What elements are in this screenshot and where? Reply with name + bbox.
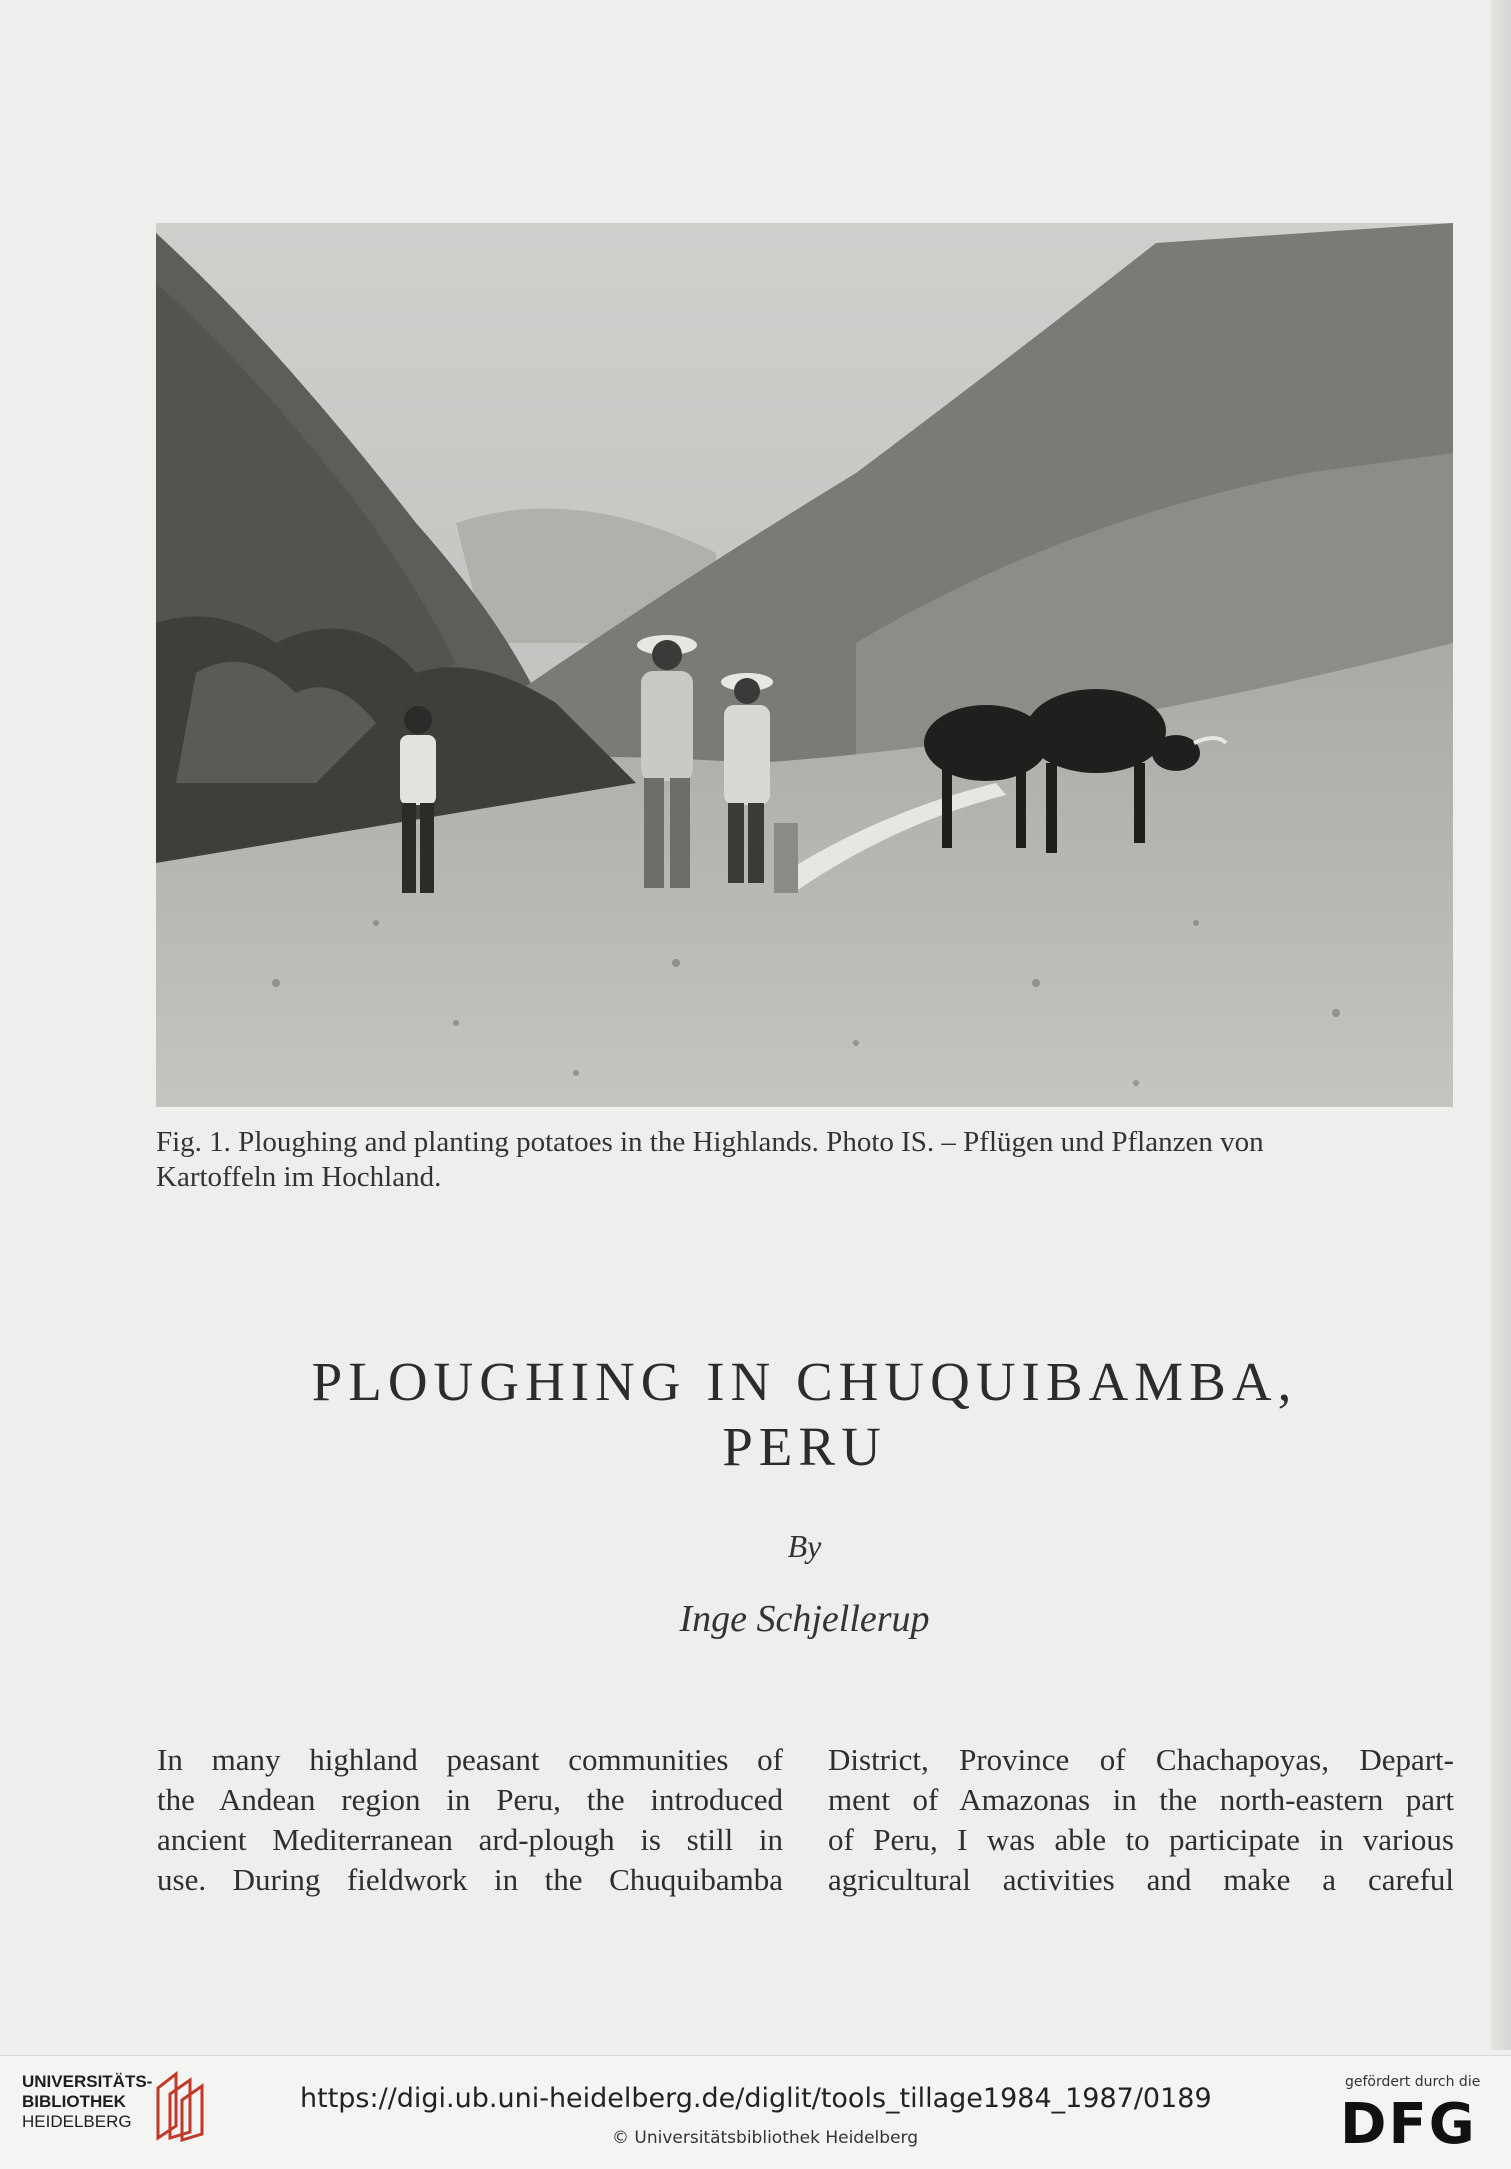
page-edge — [1491, 0, 1511, 2050]
byline-by: By — [787, 1528, 822, 1564]
body-line: use. During fieldwork in the Chuquibamba — [157, 1862, 783, 1897]
body-line: the Andean region in Peru, the introduced — [157, 1782, 783, 1817]
library-logo-line-1: UNIVERSITÄTS- — [22, 2072, 153, 2091]
body-column-right — [828, 1740, 1454, 1900]
body-line: ancient Mediterranean ard-plough is still in — [157, 1822, 783, 1857]
library-logo-line-2: BIBLIOTHEK — [22, 2092, 126, 2111]
footer-bar — [0, 2055, 1511, 2169]
library-emblem-icon — [150, 2068, 210, 2143]
library-logo-line-3: HEIDELBERG — [22, 2112, 132, 2131]
body-line: District, Province of Chachapoyas, Depart- — [828, 1742, 1454, 1777]
figure-caption — [156, 1125, 1453, 1195]
caption-line-2: Kartoffeln im Hochland. — [156, 1161, 442, 1193]
body-line: agricultural activities and make a careful — [828, 1862, 1454, 1897]
dfg-logo[interactable]: DFG — [1340, 2092, 1477, 2157]
author-name: Inge Schjellerup — [679, 1598, 930, 1640]
article-title-line-2: PERU — [722, 1416, 887, 1477]
funding-note: gefördert durch die — [1345, 2074, 1481, 2090]
body-line: of Peru, I was able to participate in various — [828, 1822, 1454, 1857]
ploughing-photo-illustration — [156, 223, 1453, 1107]
body-column-left — [157, 1740, 783, 1900]
caption-line-1: Fig. 1. Ploughing and planting potatoes in the Highlands. Photo IS. – Pflügen und Pflanzen von — [156, 1126, 1264, 1158]
figure-photo — [156, 223, 1453, 1107]
permalink-url[interactable]: https://digi.ub.uni-heidelberg.de/diglit/tools_tillage1984_1987/0189 — [300, 2083, 1212, 2114]
article-title-line-1: PLOUGHING IN CHUQUIBAMBA, — [311, 1351, 1298, 1412]
body-line: In many highland peasant communities of — [157, 1742, 783, 1777]
copyright-notice: © Universitätsbibliothek Heidelberg — [612, 2128, 919, 2148]
body-line: ment of Amazonas in the north-eastern part — [828, 1782, 1454, 1817]
